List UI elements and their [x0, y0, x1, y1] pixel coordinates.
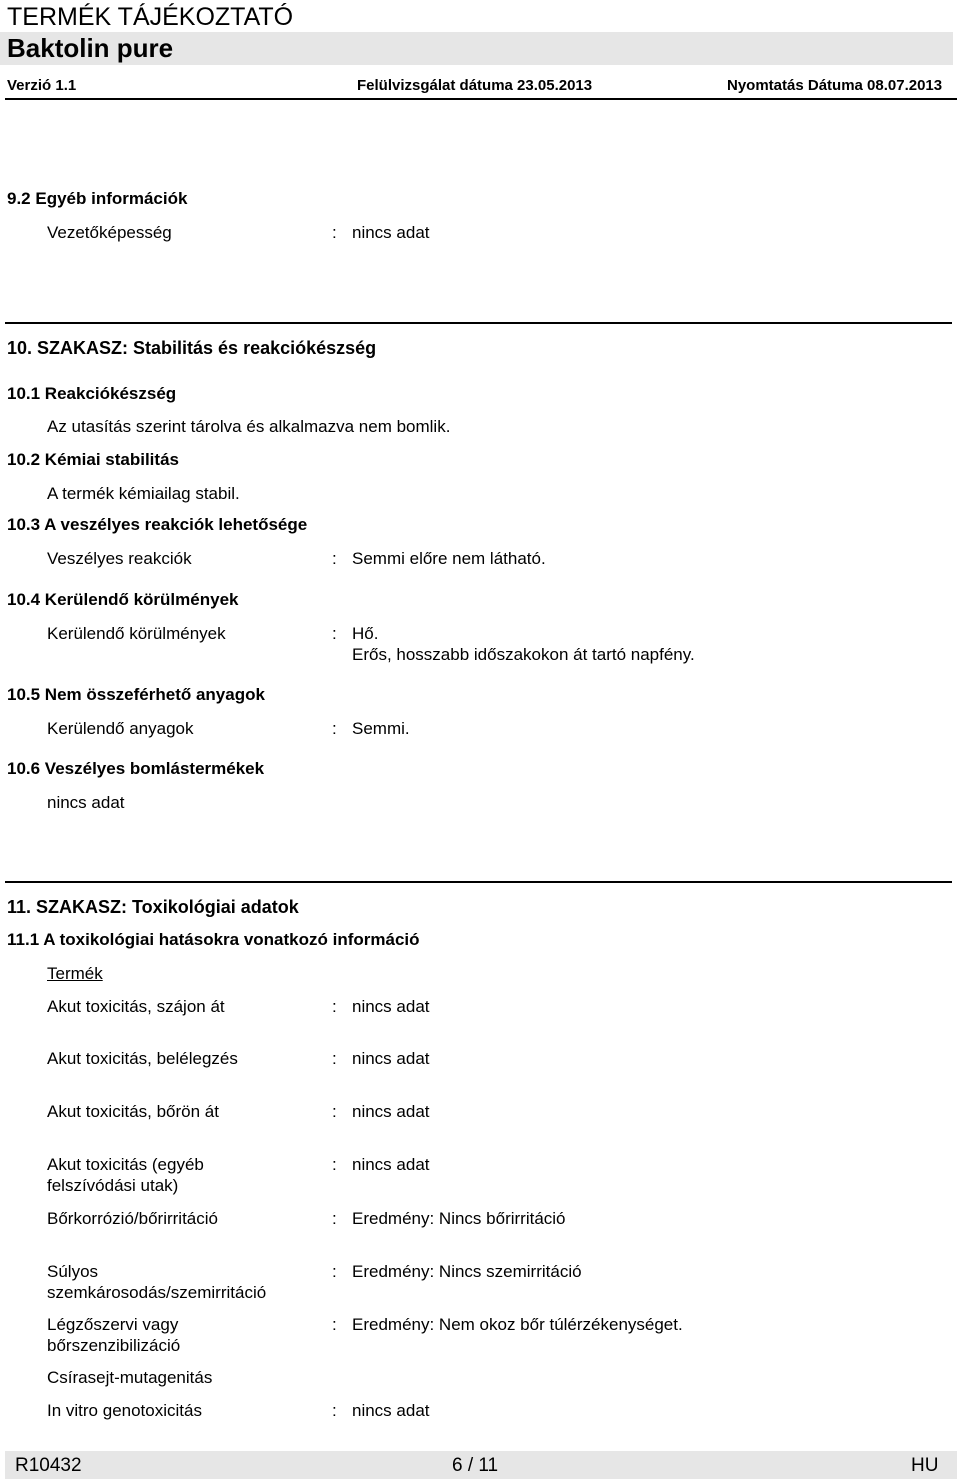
- conductivity-label: Vezetőképesség: [47, 223, 172, 242]
- tox-row-value: Eredmény: Nincs szemirritáció: [352, 1262, 582, 1281]
- materials-to-avoid-value: Semmi.: [352, 719, 410, 738]
- chemical-stability-text: A termék kémiailag stabil.: [47, 484, 240, 503]
- tox-row-value: Eredmény: Nem okoz bőr túlérzékenységet.: [352, 1315, 683, 1334]
- materials-to-avoid-label: Kerülendő anyagok: [47, 719, 194, 738]
- print-date: Nyomtatás Dátuma 08.07.2013: [727, 77, 943, 94]
- tox-row-label: Bőrkorrózió/bőrirritáció: [47, 1209, 218, 1228]
- section-11-divider: [5, 881, 952, 883]
- decomposition-products-text: nincs adat: [47, 793, 125, 812]
- tox-row-value: nincs adat: [352, 1401, 430, 1420]
- reactivity-text: Az utasítás szerint tárolva és alkalmazva nem bomlik.: [47, 417, 451, 436]
- section-9-2-title: 9.2 Egyéb információk: [7, 189, 188, 208]
- tox-row-value: nincs adat: [352, 1102, 430, 1121]
- colon: :: [332, 1401, 337, 1420]
- section-11-1-title: 11.1 A toxikológiai hatásokra vonatkozó információ: [7, 930, 420, 949]
- version: Verzió 1.1: [7, 77, 77, 94]
- section-10-6-title: 10.6 Veszélyes bomlástermékek: [7, 759, 265, 778]
- page-number: 6 / 11: [452, 1455, 499, 1476]
- section-10-divider: [5, 322, 952, 324]
- colon: :: [332, 719, 337, 738]
- tox-row-value: nincs adat: [352, 1155, 430, 1174]
- document-title: TERMÉK TÁJÉKOZTATÓ: [7, 3, 294, 31]
- colon: :: [332, 1049, 337, 1068]
- section-11-title: 11. SZAKASZ: Toxikológiai adatok: [7, 897, 299, 917]
- colon: :: [332, 1209, 337, 1228]
- tox-row-label: Akut toxicitás, szájon át: [47, 997, 225, 1016]
- tox-row-label: Akut toxicitás, bőrön át: [47, 1102, 219, 1121]
- conductivity-value: nincs adat: [352, 223, 430, 242]
- colon: :: [332, 223, 337, 242]
- colon: :: [332, 549, 337, 568]
- tox-row-label: Légzőszervi vagy bőrszenzibilizáció: [47, 1315, 181, 1355]
- colon: :: [332, 1262, 337, 1281]
- section-10-2-title: 10.2 Kémiai stabilitás: [7, 450, 179, 469]
- section-10-3-title: 10.3 A veszélyes reakciók lehetősége: [7, 515, 308, 534]
- product-group-label: Termék: [47, 964, 103, 983]
- colon: :: [332, 997, 337, 1016]
- document-code: R10432: [15, 1455, 82, 1476]
- section-10-4-title: 10.4 Kerülendő körülmények: [7, 590, 239, 609]
- conditions-to-avoid-value-2: Erős, hosszabb időszakokon át tartó napfény.: [352, 645, 695, 664]
- tox-row-label: Súlyos szemkárosodás/szemirritáció: [47, 1262, 267, 1302]
- conditions-to-avoid-label: Kerülendő körülmények: [47, 624, 226, 643]
- conditions-to-avoid-value-1: Hő.: [352, 624, 379, 643]
- section-10-5-title: 10.5 Nem összeférhető anyagok: [7, 685, 265, 704]
- tox-row-value: nincs adat: [352, 997, 430, 1016]
- colon: :: [332, 1155, 337, 1174]
- hazardous-reactions-value: Semmi előre nem látható.: [352, 549, 546, 568]
- colon: :: [332, 1102, 337, 1121]
- header-divider: [5, 98, 957, 100]
- colon: :: [332, 624, 337, 643]
- product-name: Baktolin pure: [7, 33, 174, 63]
- tox-row-label: In vitro genotoxicitás: [47, 1401, 202, 1420]
- colon: :: [332, 1315, 337, 1334]
- section-10-1-title: 10.1 Reakciókészség: [7, 384, 177, 403]
- tox-row-value: Eredmény: Nincs bőrirritáció: [352, 1209, 566, 1228]
- section-10-title: 10. SZAKASZ: Stabilitás és reakciókészség: [7, 338, 377, 358]
- tox-row-label: Akut toxicitás (egyéb felszívódási utak): [47, 1155, 204, 1195]
- tox-row-value: nincs adat: [352, 1049, 430, 1068]
- hazardous-reactions-label: Veszélyes reakciók: [47, 549, 192, 568]
- revision-date: Felülvizsgálat dátuma 23.05.2013: [357, 77, 593, 94]
- tox-row-label: Csírasejt-mutagenitás: [47, 1368, 213, 1387]
- language-code: HU: [911, 1455, 939, 1476]
- tox-row-label: Akut toxicitás, belélegzés: [47, 1049, 238, 1068]
